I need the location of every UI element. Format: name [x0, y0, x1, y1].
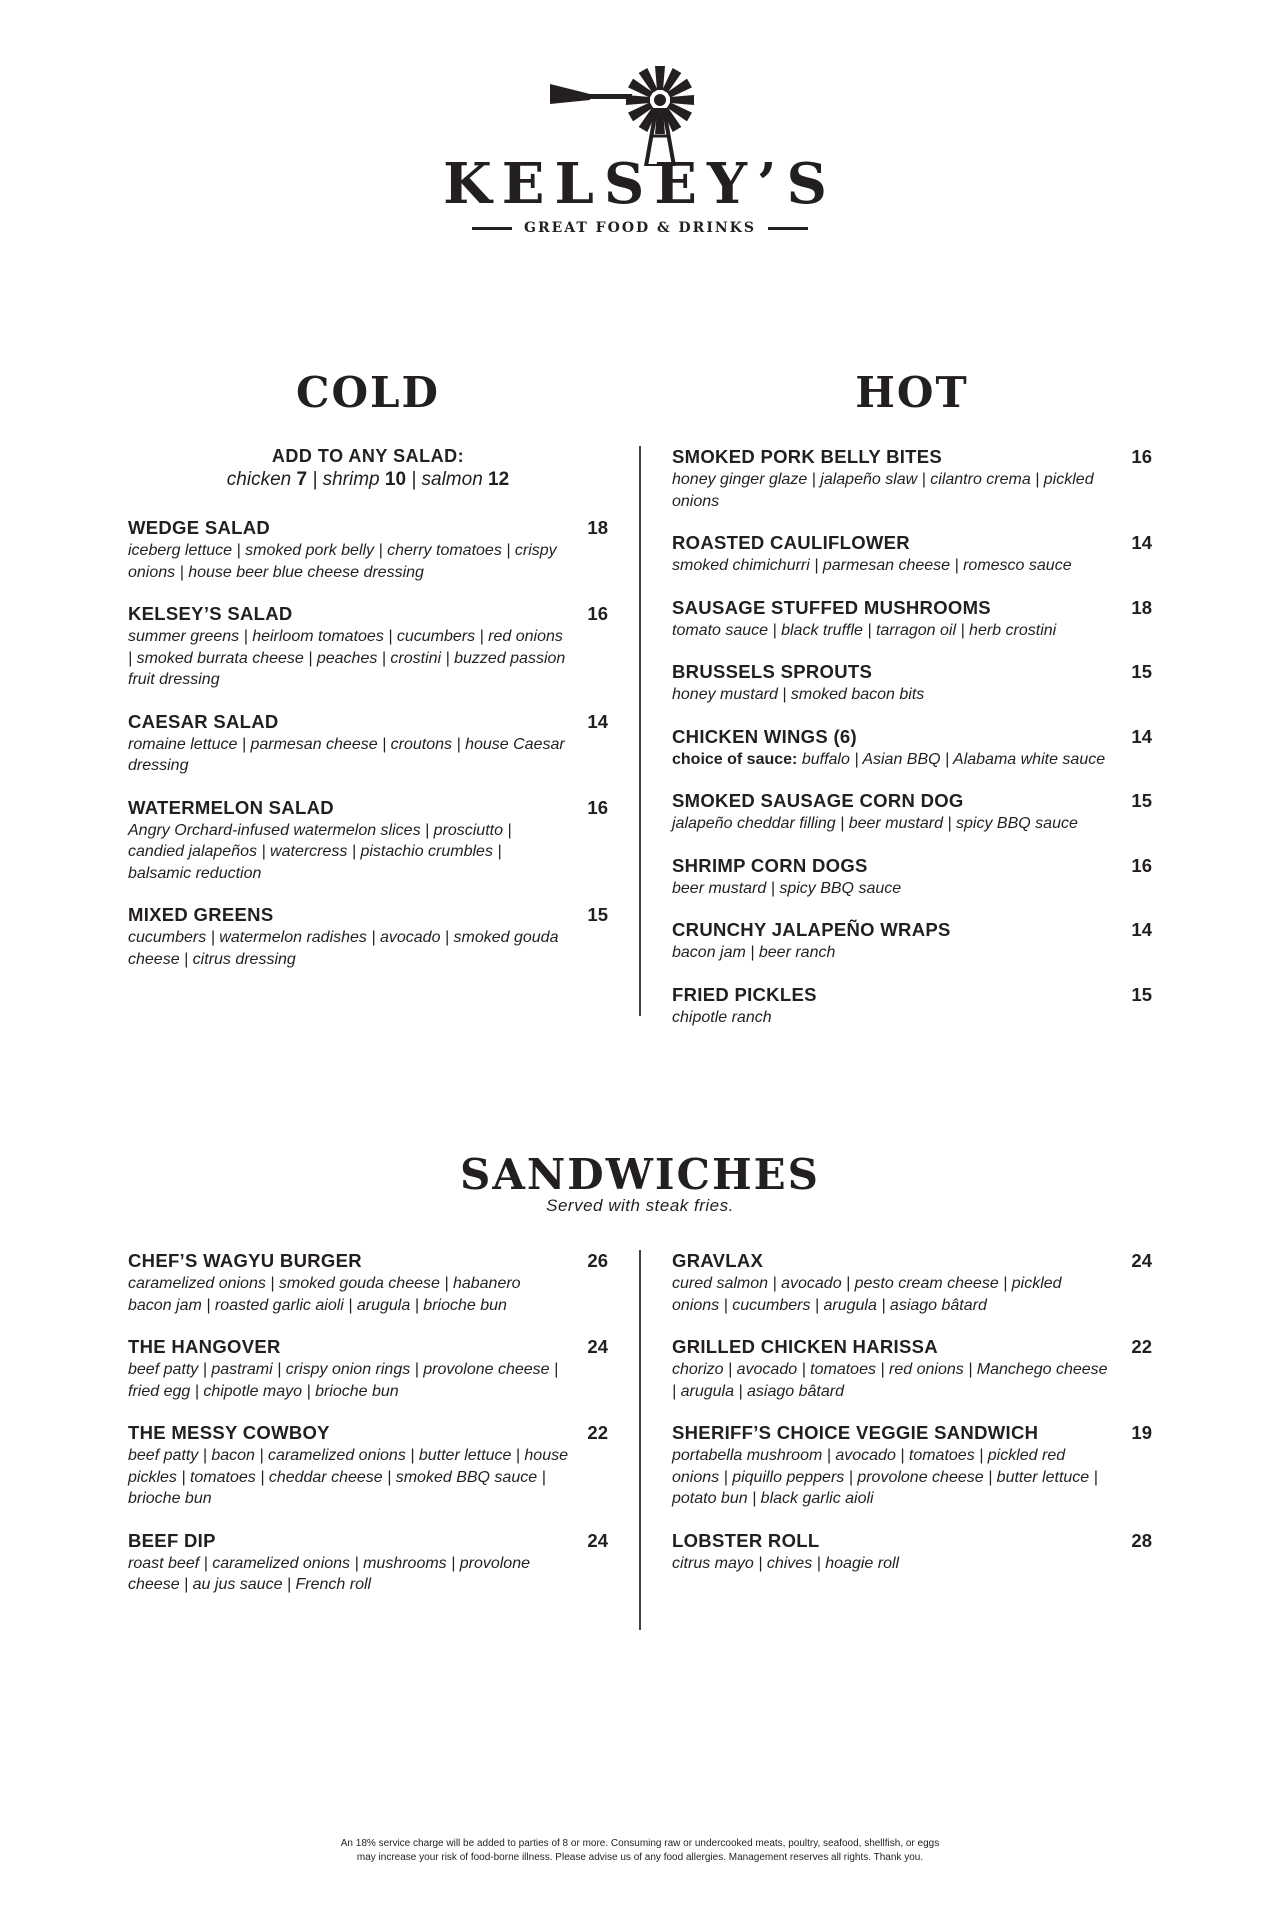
menu-item-description — [672, 1273, 1112, 1316]
addon-option-price: 7 — [296, 469, 308, 490]
menu-item-price: 19 — [1131, 1422, 1152, 1443]
menu-item-header — [128, 1250, 608, 1272]
menu-item-header — [672, 1336, 1152, 1358]
menu-item-description-text: caramelized onions | smoked gouda cheese | habanero bacon jam | roasted garlic aioli | arugula | brioche bun — [128, 1275, 521, 1314]
menu-item — [672, 919, 1152, 964]
menu-item-header — [672, 597, 1152, 619]
menu-item-price: 22 — [587, 1422, 608, 1443]
menu-item-header — [672, 790, 1152, 812]
menu-item-header — [672, 446, 1152, 468]
menu-item-price: 16 — [1131, 854, 1152, 876]
menu-item-description — [672, 813, 1112, 835]
menu-item-price: 22 — [1131, 1336, 1152, 1357]
menu-item — [672, 984, 1152, 1029]
menu-item-price: 26 — [587, 1250, 608, 1271]
footer-disclaimer — [0, 1837, 1280, 1865]
menu-item-description — [128, 1553, 568, 1596]
menu-item-header — [128, 711, 608, 733]
menu-item-price: 18 — [1131, 596, 1152, 618]
menu-item-price: 28 — [1131, 1529, 1152, 1551]
menu-item-description-text: bacon jam | beer ranch — [672, 944, 836, 961]
menu-item-description — [128, 1359, 568, 1402]
footer-line: An 18% service charge will be added to parties of 8 or more. Consuming raw or undercooked meats, poultry, seafood, shellfish, or eggs — [340, 1838, 940, 1849]
menu-item-name: GRAVLAX — [672, 1250, 764, 1271]
addon-heading: ADD TO ANY SALAD: — [271, 446, 465, 466]
menu-item-description — [128, 540, 568, 583]
sandwiches-right-column — [672, 1250, 1152, 1594]
sandwiches-left-column — [128, 1250, 608, 1616]
menu-item-name: ROASTED CAULIFLOWER — [672, 532, 910, 553]
menu-item-header — [672, 855, 1152, 877]
menu-item-description-text: romaine lettuce | parmesan cheese | croutons | house Caesar dressing — [128, 735, 565, 774]
menu-item-description-text: Angry Orchard-infused watermelon slices | prosciutto | candied jalapeños | watercress | pistachio crumbles | balsamic reduction — [128, 821, 512, 882]
menu-item-header — [672, 1250, 1152, 1272]
sandwiches-subtitle: Served with steak fries. — [546, 1196, 734, 1215]
menu-item-description-text: citrus mayo | chives | hoagie roll — [672, 1554, 900, 1572]
section-title-hot: HOT — [855, 368, 969, 417]
menu-item-name: MIXED GREENS — [128, 904, 274, 925]
menu-item-price: 16 — [587, 603, 608, 624]
separator: | — [307, 469, 323, 490]
menu-item-header — [128, 1530, 608, 1552]
menu-item-description-text: honey mustard | smoked bacon bits — [672, 686, 925, 703]
menu-item-header — [128, 1336, 608, 1358]
menu-item — [128, 1530, 608, 1596]
menu-item-description-text: cured salmon | avocado | pesto cream cheese | pickled onions | cucumbers | arugula | asiago bâtard — [672, 1275, 1062, 1314]
menu-item-name: WATERMELON SALAD — [128, 796, 334, 818]
menu-item-price: 15 — [1131, 983, 1152, 1005]
menu-item-name: SAUSAGE STUFFED MUSHROOMS — [672, 596, 991, 618]
divider-line — [472, 227, 512, 230]
menu-item-name: KELSEY’S SALAD — [128, 603, 293, 624]
menu-item-description-text: chipotle ranch — [672, 1008, 772, 1026]
menu-item — [672, 661, 1152, 706]
menu-item-description-text: chorizo | avocado | tomatoes | red onions | Manchego cheese | arugula | asiago bâtard — [672, 1361, 1108, 1400]
brand-tagline: GREAT FOOD & DRINKS — [524, 220, 756, 236]
menu-item-description-text: roast beef | caramelized onions | mushrooms | provolone cheese | au jus sauce | French roll — [128, 1554, 530, 1593]
menu-item — [128, 517, 608, 583]
menu-item-description — [672, 555, 1112, 577]
menu-item-price: 24 — [587, 1336, 608, 1357]
menu-item-header — [672, 984, 1152, 1006]
addon-option-price: 12 — [488, 469, 510, 490]
column-divider — [639, 446, 641, 1016]
menu-item-name: BRUSSELS SPROUTS — [672, 661, 873, 682]
menu-item-name: THE HANGOVER — [128, 1336, 281, 1357]
menu-item-header — [672, 919, 1152, 941]
menu-item-header — [672, 661, 1152, 683]
menu-item-description — [672, 1445, 1112, 1510]
menu-item-header — [672, 532, 1152, 554]
menu-item — [672, 532, 1152, 577]
menu-item-price: 16 — [1131, 446, 1152, 467]
menu-item-name: SMOKED SAUSAGE CORN DOG — [672, 790, 964, 811]
brand-logo — [0, 66, 1280, 236]
menu-item-price: 15 — [587, 904, 608, 925]
menu-item-header — [128, 603, 608, 625]
menu-item-price: 18 — [587, 517, 608, 538]
menu-item — [672, 726, 1152, 771]
menu-item — [672, 1336, 1152, 1402]
menu-item-description — [672, 684, 1112, 706]
hot-column — [672, 446, 1152, 1048]
menu-item-description-text: portabella mushroom | avocado | tomatoes | pickled red onions | piquillo peppers | provolone cheese | butter lettuce | potato bun | black garlic aioli — [672, 1447, 1098, 1507]
menu-item-description — [672, 878, 1112, 900]
menu-item-name: LOBSTER ROLL — [672, 1529, 820, 1551]
menu-item-description — [128, 734, 568, 777]
footer-line: may increase your risk of food-borne illness. Please advise us of any food allergies. Management reserves all rights. Thank you. — [356, 1852, 924, 1863]
menu-item-description — [672, 620, 1112, 642]
menu-item — [672, 597, 1152, 642]
menu-item — [128, 797, 608, 885]
menu-item-description-text: beer mustard | spicy BBQ sauce — [672, 879, 902, 897]
menu-item-description — [128, 927, 568, 970]
addon-option-name: chicken — [226, 469, 292, 490]
menu-item-name: CAESAR SALAD — [128, 710, 279, 732]
menu-item-price: 24 — [587, 1529, 608, 1551]
menu-item-description — [128, 1445, 568, 1510]
menu-item-description-text: beef patty | pastrami | crispy onion rings | provolone cheese | fried egg | chipotle mayo | brioche bun — [128, 1361, 559, 1400]
separator: | — [406, 469, 422, 490]
menu-item — [672, 1530, 1152, 1575]
menu-item-header — [128, 1422, 608, 1444]
menu-item-name: WEDGE SALAD — [128, 517, 271, 538]
menu-item-description-text: buffalo | Asian BBQ | Alabama white sauce — [801, 750, 1106, 768]
menu-item — [672, 790, 1152, 835]
menu-item-header — [128, 904, 608, 926]
menu-item-name: SMOKED PORK BELLY BITES — [672, 446, 943, 467]
menu-item-description — [672, 1359, 1112, 1402]
menu-item — [672, 1250, 1152, 1316]
menu-item — [128, 603, 608, 691]
menu-item-header — [128, 797, 608, 819]
menu-item-name: CHICKEN WINGS (6) — [672, 725, 857, 747]
menu-item-description — [672, 1007, 1112, 1029]
section-title-cold: COLD — [296, 368, 440, 417]
menu-item-name: CRUNCHY JALAPEÑO WRAPS — [672, 919, 951, 940]
menu-item-name: SHERIFF’S CHOICE VEGGIE SANDWICH — [672, 1422, 1039, 1443]
menu-item-price: 24 — [1131, 1250, 1152, 1271]
menu-item-description-text: summer greens | heirloom tomatoes | cucumbers | red onions | smoked burrata cheese | peaches | crostini | buzzed passion fruit dressing — [128, 628, 566, 688]
menu-item-header — [128, 517, 608, 539]
menu-item — [128, 711, 608, 777]
menu-item-description — [128, 626, 568, 691]
menu-item-price: 14 — [1131, 919, 1152, 940]
menu-item-description-text: iceberg lettuce | smoked pork belly | cherry tomatoes | crispy onions | house beer blue cheese dressing — [128, 542, 557, 581]
menu-item-description — [672, 942, 1112, 964]
brand-tagline-row — [0, 220, 1280, 236]
menu-item-description-text: jalapeño cheddar filling | beer mustard | spicy BBQ sauce — [672, 815, 1078, 832]
menu-item-description-text: tomato sauce | black truffle | tarragon oil | herb crostini — [672, 621, 1057, 639]
menu-item-name: GRILLED CHICKEN HARISSA — [672, 1336, 938, 1357]
menu-item-header — [672, 726, 1152, 748]
menu-item-description — [672, 1553, 1112, 1575]
menu-item-name: CHEF’S WAGYU BURGER — [128, 1250, 362, 1271]
menu-item-description-text: cucumbers | watermelon radishes | avocado | smoked gouda cheese | citrus dressing — [128, 929, 559, 968]
menu-item — [672, 855, 1152, 900]
divider-line — [768, 227, 808, 230]
menu-item-name: BEEF DIP — [128, 1529, 216, 1551]
menu-item — [672, 446, 1152, 512]
menu-item-header — [672, 1422, 1152, 1444]
menu-item-price: 15 — [1131, 661, 1152, 682]
menu-item-price: 14 — [587, 710, 608, 732]
menu-item-description — [672, 469, 1112, 512]
menu-item-description-text: beef patty | bacon | caramelized onions | butter lettuce | house pickles | tomatoes | cheddar cheese | smoked BBQ sauce | brioche bun — [128, 1447, 568, 1507]
menu-item-price: 15 — [1131, 790, 1152, 811]
addon-option-name: shrimp — [322, 469, 380, 490]
addon-option-name: salmon — [421, 469, 483, 490]
menu-item — [128, 1250, 608, 1316]
menu-item-description — [128, 1273, 568, 1316]
menu-item-description — [128, 820, 568, 885]
cold-column — [128, 446, 608, 990]
section-title-sandwiches: SANDWICHES — [460, 1150, 820, 1199]
menu-item — [128, 1336, 608, 1402]
menu-item — [672, 1422, 1152, 1510]
menu-item-name: FRIED PICKLES — [672, 983, 817, 1005]
menu-item — [128, 904, 608, 970]
menu-item-price: 14 — [1131, 532, 1152, 553]
menu-item-description-text: smoked chimichurri | parmesan cheese | romesco sauce — [672, 557, 1072, 574]
menu-item — [128, 1422, 608, 1510]
menu-item-price: 14 — [1131, 725, 1152, 747]
salad-addon — [128, 446, 608, 491]
column-divider — [639, 1250, 641, 1630]
menu-item-description-text: honey ginger glaze | jalapeño slaw | cilantro crema | pickled onions — [672, 471, 1094, 510]
addon-options — [128, 469, 608, 491]
menu-item-name: THE MESSY COWBOY — [128, 1422, 330, 1443]
addon-option-price: 10 — [384, 469, 407, 490]
menu-item-price: 16 — [587, 796, 608, 818]
menu-item-name: SHRIMP CORN DOGS — [672, 854, 868, 876]
menu-item-description-label: choice of sauce: — [672, 750, 798, 768]
brand-name: KELSEY’S — [443, 151, 837, 217]
menu-item-description — [672, 749, 1112, 771]
menu-item-header — [672, 1530, 1152, 1552]
